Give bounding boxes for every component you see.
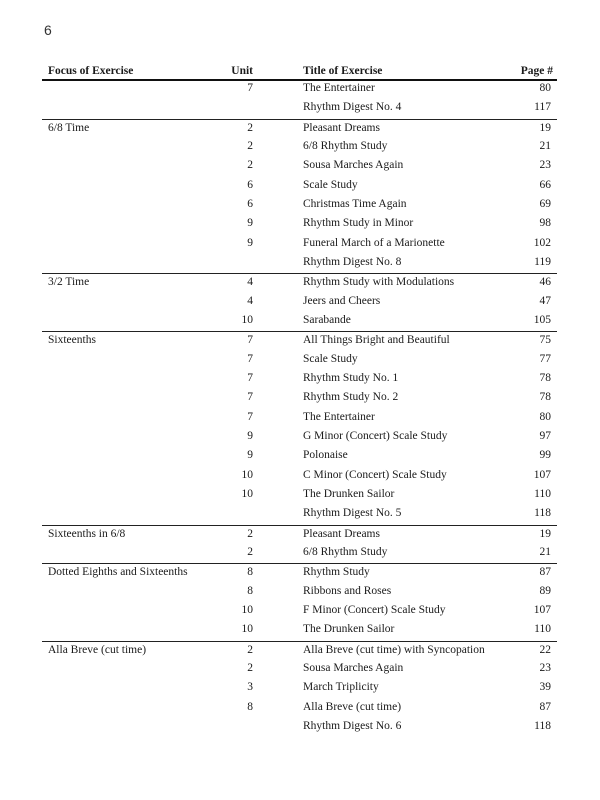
title-cell: 6/8 Rhythm Study xyxy=(303,545,388,558)
unit-cell: 10 xyxy=(241,603,253,616)
unit-cell: 2 xyxy=(247,159,253,172)
page-cell: 102 xyxy=(533,236,551,249)
focus-cell: Sixteenths in 6/8 xyxy=(48,527,126,540)
unit-cell: 6 xyxy=(247,197,253,210)
page-cell: 66 xyxy=(539,178,551,191)
table-row xyxy=(42,351,557,370)
page-cell: 23 xyxy=(539,661,551,674)
table-row xyxy=(42,467,557,486)
focus-cell: Sixteenths xyxy=(48,334,96,347)
table-row xyxy=(42,621,557,640)
table-row xyxy=(42,447,557,466)
table-row xyxy=(42,563,557,582)
page-cell: 110 xyxy=(534,487,551,500)
title-cell: Pleasant Dreams xyxy=(303,121,380,134)
page-cell: 75 xyxy=(539,334,551,347)
title-cell: F Minor (Concert) Scale Study xyxy=(303,603,446,616)
table-row xyxy=(42,544,557,563)
unit-cell: 7 xyxy=(247,334,253,347)
title-cell: Rhythm Digest No. 6 xyxy=(303,719,402,732)
table-row xyxy=(42,679,557,698)
header-unit: Unit xyxy=(231,65,253,77)
title-cell: The Drunken Sailor xyxy=(303,487,395,500)
page-cell: 19 xyxy=(539,527,551,540)
title-cell: 6/8 Rhythm Study xyxy=(303,139,388,152)
page-cell: 118 xyxy=(534,507,551,520)
title-cell: Alla Breve (cut time) with Syncopation xyxy=(303,643,485,656)
page-cell: 97 xyxy=(539,429,551,442)
page-cell: 98 xyxy=(539,217,551,230)
title-cell: March Triplicity xyxy=(303,681,379,694)
page-cell: 89 xyxy=(539,584,551,597)
table-row xyxy=(42,157,557,176)
header-focus: Focus of Exercise xyxy=(48,65,134,77)
page-cell: 99 xyxy=(539,449,551,462)
page-cell: 110 xyxy=(534,623,551,636)
table-row xyxy=(42,718,557,737)
table-row xyxy=(42,99,557,118)
table-row xyxy=(42,331,557,350)
focus-cell: 6/8 Time xyxy=(48,121,90,134)
unit-cell: 2 xyxy=(247,121,253,134)
title-cell: Ribbons and Roses xyxy=(303,584,392,597)
table-row xyxy=(42,525,557,544)
page-cell: 80 xyxy=(539,410,551,423)
table-row xyxy=(42,254,557,273)
table-row xyxy=(42,273,557,292)
page-cell: 69 xyxy=(539,197,551,210)
page-cell: 78 xyxy=(539,371,551,384)
title-cell: Jeers and Cheers xyxy=(303,294,381,307)
title-cell: Sousa Marches Again xyxy=(303,159,404,172)
page-cell: 77 xyxy=(539,352,551,365)
title-cell: The Entertainer xyxy=(303,410,375,423)
page-cell: 39 xyxy=(539,681,551,694)
page-cell: 119 xyxy=(534,255,551,268)
unit-cell: 10 xyxy=(241,468,253,481)
unit-cell: 9 xyxy=(247,429,253,442)
unit-cell: 4 xyxy=(247,294,253,307)
page-cell: 105 xyxy=(533,313,551,326)
unit-cell: 3 xyxy=(247,681,253,694)
table-row xyxy=(42,486,557,505)
page-cell: 23 xyxy=(539,159,551,172)
table-row xyxy=(42,235,557,254)
unit-cell: 2 xyxy=(247,643,253,656)
table-row xyxy=(42,389,557,408)
unit-cell: 10 xyxy=(241,623,253,636)
table-row xyxy=(42,641,557,660)
page-cell: 117 xyxy=(534,101,551,114)
title-cell: Polonaise xyxy=(303,449,348,462)
table-row xyxy=(42,138,557,157)
title-cell: Rhythm Study in Minor xyxy=(303,217,414,230)
page-cell: 80 xyxy=(539,82,551,94)
page-cell: 78 xyxy=(539,391,551,404)
unit-cell: 7 xyxy=(247,82,253,94)
unit-cell: 4 xyxy=(247,276,253,289)
title-cell: Rhythm Digest No. 5 xyxy=(303,507,402,520)
title-cell: Rhythm Study No. 1 xyxy=(303,371,399,384)
unit-cell: 7 xyxy=(247,371,253,384)
page-number: 6 xyxy=(44,22,52,38)
unit-cell: 7 xyxy=(247,352,253,365)
unit-cell: 9 xyxy=(247,449,253,462)
unit-cell: 6 xyxy=(247,178,253,191)
page-cell: 21 xyxy=(539,545,551,558)
page-cell: 87 xyxy=(539,566,551,579)
table-row xyxy=(42,119,557,138)
table-row xyxy=(42,215,557,234)
title-cell: Rhythm Study No. 2 xyxy=(303,391,399,404)
page-cell: 21 xyxy=(539,139,551,152)
unit-cell: 9 xyxy=(247,236,253,249)
page-cell: 22 xyxy=(539,643,551,656)
table-row xyxy=(42,660,557,679)
unit-cell: 8 xyxy=(247,566,253,579)
unit-cell: 2 xyxy=(247,139,253,152)
unit-cell: 10 xyxy=(241,487,253,500)
page-cell: 87 xyxy=(539,700,551,713)
unit-cell: 8 xyxy=(247,584,253,597)
title-cell: Scale Study xyxy=(303,178,358,191)
focus-cell: Alla Breve (cut time) xyxy=(48,643,147,656)
table-row xyxy=(42,177,557,196)
table-row xyxy=(42,293,557,312)
unit-cell: 7 xyxy=(247,410,253,423)
title-cell: The Drunken Sailor xyxy=(303,623,395,636)
page-cell: 46 xyxy=(539,276,551,289)
title-cell: G Minor (Concert) Scale Study xyxy=(303,429,448,442)
unit-cell: 2 xyxy=(247,527,253,540)
page-cell: 107 xyxy=(533,603,551,616)
page-cell: 47 xyxy=(539,294,551,307)
title-cell: C Minor (Concert) Scale Study xyxy=(303,468,447,481)
header-title: Title of Exercise xyxy=(303,65,383,77)
unit-cell: 9 xyxy=(247,217,253,230)
page-cell: 118 xyxy=(534,719,551,732)
table-row xyxy=(42,602,557,621)
focus-cell: Dotted Eighths and Sixteenths xyxy=(48,566,188,579)
table-row xyxy=(42,409,557,428)
exercise-table xyxy=(42,80,557,737)
title-cell: Sousa Marches Again xyxy=(303,661,404,674)
title-cell: The Entertainer xyxy=(303,82,375,94)
unit-cell: 7 xyxy=(247,391,253,404)
title-cell: Rhythm Study with Modulations xyxy=(303,276,455,289)
title-cell: Christmas Time Again xyxy=(303,197,407,210)
title-cell: Rhythm Study xyxy=(303,566,370,579)
table-row xyxy=(42,80,557,99)
table-row xyxy=(42,370,557,389)
header-page: Page # xyxy=(520,65,553,77)
title-cell: Pleasant Dreams xyxy=(303,527,380,540)
title-cell: Rhythm Digest No. 8 xyxy=(303,255,402,268)
table-row xyxy=(42,699,557,718)
unit-cell: 2 xyxy=(247,661,253,674)
unit-cell: 10 xyxy=(241,313,253,326)
table-row xyxy=(42,583,557,602)
table-header xyxy=(42,63,557,81)
table-row xyxy=(42,428,557,447)
title-cell: Funeral March of a Marionette xyxy=(303,236,445,249)
unit-cell: 8 xyxy=(247,700,253,713)
title-cell: All Things Bright and Beautiful xyxy=(303,334,450,347)
title-cell: Rhythm Digest No. 4 xyxy=(303,101,402,114)
table-row xyxy=(42,312,557,331)
title-cell: Alla Breve (cut time) xyxy=(303,700,402,713)
table-row xyxy=(42,196,557,215)
focus-cell: 3/2 Time xyxy=(48,276,90,289)
unit-cell: 2 xyxy=(247,545,253,558)
page-cell: 19 xyxy=(539,121,551,134)
title-cell: Sarabande xyxy=(303,313,351,326)
title-cell: Scale Study xyxy=(303,352,358,365)
table-row xyxy=(42,505,557,524)
page-cell: 107 xyxy=(533,468,551,481)
